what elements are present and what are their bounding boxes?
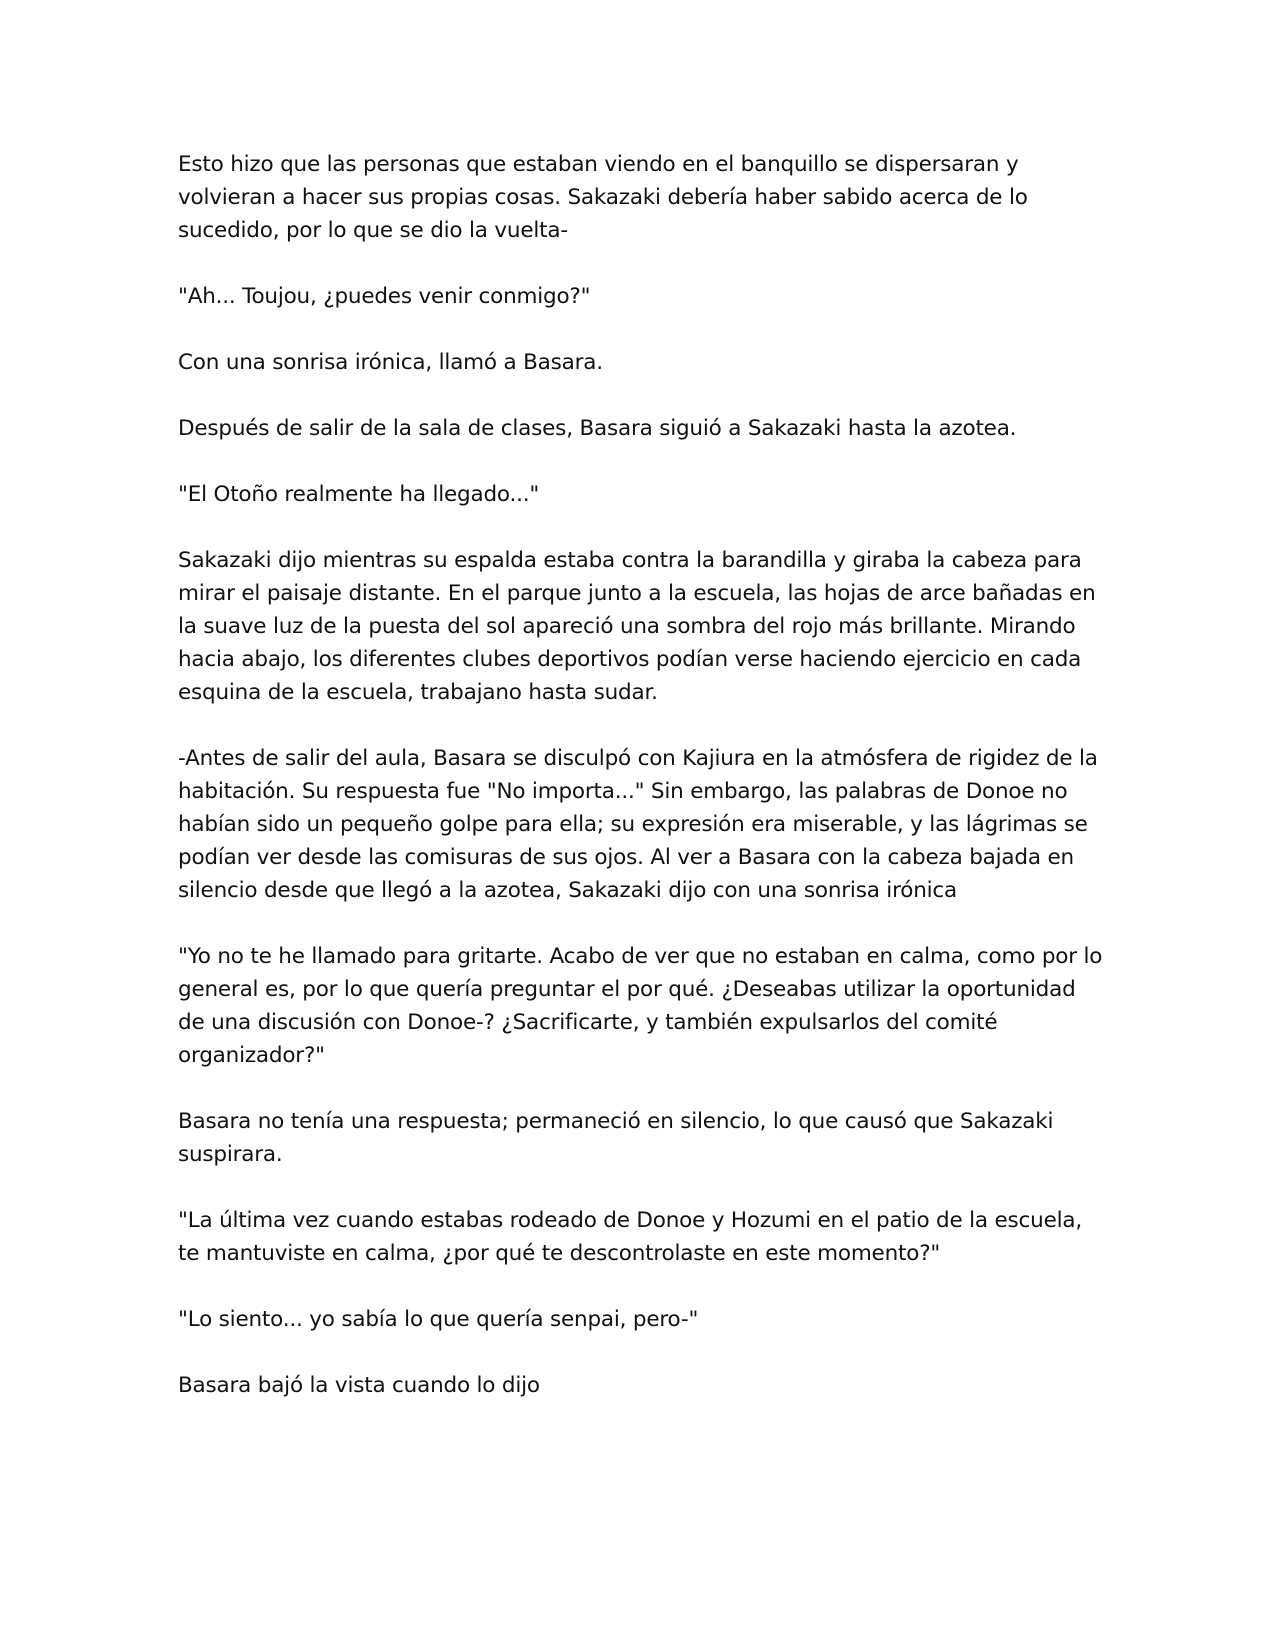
- paragraph: "El Otoño realmente ha llegado...": [178, 482, 540, 507]
- document-body: [178, 148, 1103, 1435]
- paragraph: Con una sonrisa irónica, llamó a Basara.: [178, 350, 603, 375]
- paragraph: Basara bajó la vista cuando lo dijo: [178, 1373, 540, 1398]
- paragraph: Esto hizo que las personas que estaban viendo en el banquillo se dispersaran y volvieran a hacer sus propias cosas. Sakazaki debería haber sabido acerca de lo sucedido, por lo que se dio la vuelta-: [178, 152, 1028, 243]
- paragraph: Sakazaki dijo mientras su espalda estaba contra la barandilla y giraba la cabeza para mirar el paisaje distante. En el parque junto a la escuela, las hojas de arce bañadas en la suave luz de la puesta del sol apareció una sombra del rojo más brillante. Mirando hacia abajo, los diferentes clubes deportivos podían verse haciendo ejercicio en cada esquina de la escuela, trabajano hasta sudar.: [178, 548, 1096, 705]
- paragraph: Basara no tenía una respuesta; permaneció en silencio, lo que causó que Sakazaki suspirara.: [178, 1109, 1054, 1167]
- paragraph: "La última vez cuando estabas rodeado de Donoe y Hozumi en el patio de la escuela, te mantuviste en calma, ¿por qué te descontrolaste en este momento?": [178, 1208, 1083, 1266]
- paragraph: "Ah... Toujou, ¿puedes venir conmigo?": [178, 284, 591, 309]
- paragraph: "Lo siento... yo sabía lo que quería senpai, pero-": [178, 1307, 699, 1332]
- paragraph: -Antes de salir del aula, Basara se disculpó con Kajiura en la atmósfera de rigidez de la habitación. Su respuesta fue "No importa..." Sin embargo, las palabras de Donoe no habían sido un pequeño golpe para ella; su expresión era miserable, y las lágrimas se podían ver desde las comisuras de sus ojos. Al ver a Basara con la cabeza bajada en silencio desde que llegó a la azotea, Sakazaki dijo con una sonrisa irónica: [178, 746, 1098, 903]
- paragraph: "Yo no te he llamado para gritarte. Acabo de ver que no estaban en calma, como por lo general es, por lo que quería preguntar el por qué. ¿Deseabas utilizar la oportunidad de una discusión con Donoe-? ¿Sacrificarte, y también expulsarlos del comité organizador?": [178, 944, 1103, 1068]
- paragraph: Después de salir de la sala de clases, Basara siguió a Sakazaki hasta la azotea.: [178, 416, 1017, 441]
